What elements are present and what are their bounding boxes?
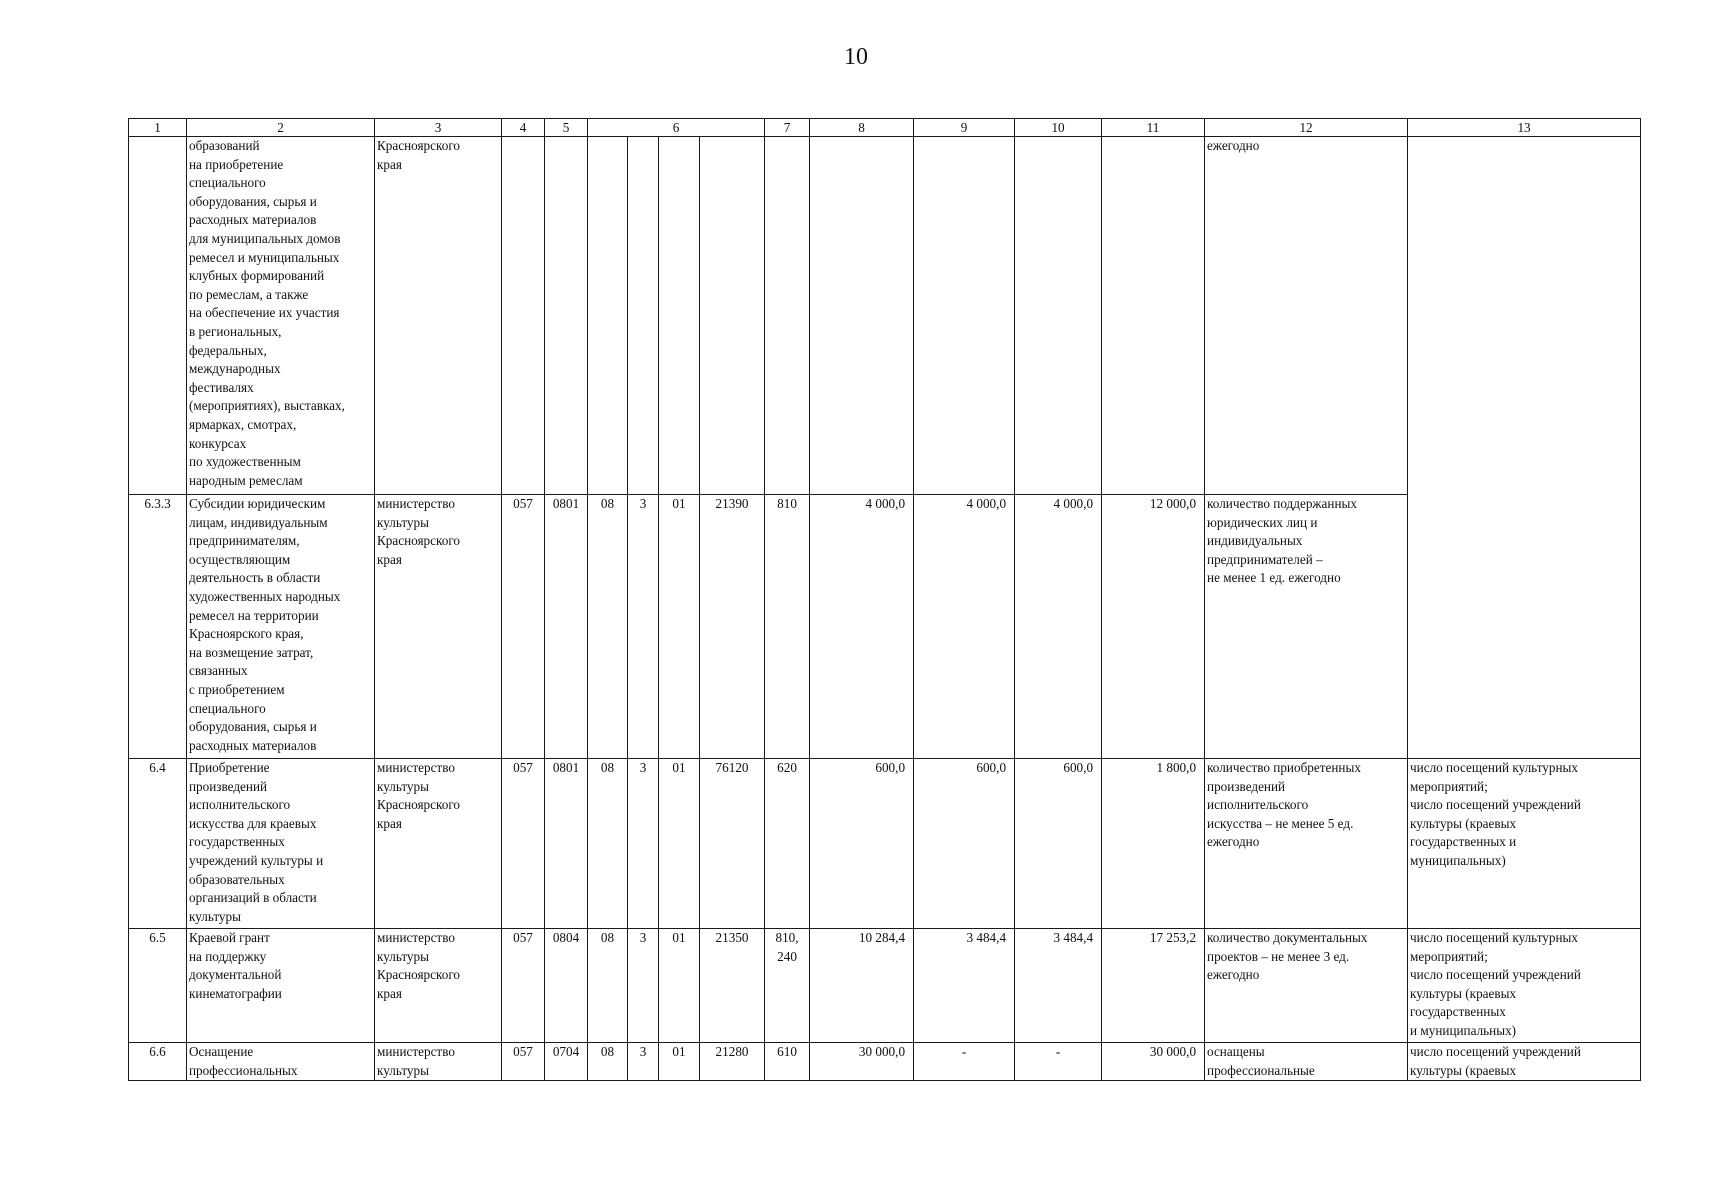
column-number: 13 xyxy=(1408,119,1641,137)
column-number: 11 xyxy=(1102,119,1205,137)
amount-year-1: 600,0 xyxy=(810,759,914,929)
page-number: 10 xyxy=(844,44,868,70)
expected-result: ежегодно xyxy=(1205,137,1408,495)
direction-code: 21280 xyxy=(700,1043,765,1081)
amount-year-1: 10 284,4 xyxy=(810,929,914,1043)
subprogram-code: 3 xyxy=(628,495,659,759)
administrator: министерство культуры Красноярского края xyxy=(375,495,502,759)
subprogram-code: 3 xyxy=(628,759,659,929)
amount-total: 17 253,2 xyxy=(1102,929,1205,1043)
direction-code: 21390 xyxy=(700,495,765,759)
column-number: 1 xyxy=(129,119,187,137)
row-number: 6.4 xyxy=(129,759,187,929)
amount-year-2: 4 000,0 xyxy=(914,495,1015,759)
direction-code: 21350 xyxy=(700,929,765,1043)
program-code: 08 xyxy=(588,929,628,1043)
amount-year-3 xyxy=(1015,137,1102,495)
administrator: министерство культуры Красноярского края xyxy=(375,929,502,1043)
amount-year-1 xyxy=(810,137,914,495)
section-code: 0704 xyxy=(545,1043,588,1081)
administrator: министерство культуры xyxy=(375,1043,502,1081)
subprogram-code xyxy=(628,137,659,495)
amount-year-1: 4 000,0 xyxy=(810,495,914,759)
expense-type-code xyxy=(765,137,810,495)
ministry-code: 057 xyxy=(502,929,545,1043)
row-number xyxy=(129,137,187,495)
expense-type-code: 610 xyxy=(765,1043,810,1081)
column-number: 4 xyxy=(502,119,545,137)
event-code: 01 xyxy=(659,929,700,1043)
expense-type-code: 810, 240 xyxy=(765,929,810,1043)
section-code xyxy=(545,137,588,495)
subprogram-code: 3 xyxy=(628,929,659,1043)
ministry-code xyxy=(502,137,545,495)
section-code: 0801 xyxy=(545,495,588,759)
row-number: 6.3.3 xyxy=(129,495,187,759)
column-number: 12 xyxy=(1205,119,1408,137)
column-number: 2 xyxy=(187,119,375,137)
ministry-code: 057 xyxy=(502,759,545,929)
table-row xyxy=(129,759,1641,929)
expected-result: количество документальных проектов – не менее 3 ед. ежегодно xyxy=(1205,929,1408,1043)
expected-result: количество поддержанных юридических лиц и индивидуальных предпринимателей – не менее 1 ед. ежегодно xyxy=(1205,495,1408,759)
program-activities-table xyxy=(128,118,1641,1081)
activity-name: Краевой грант на поддержку документальной кинематографии xyxy=(187,929,375,1043)
amount-year-3: 4 000,0 xyxy=(1015,495,1102,759)
program-code xyxy=(588,137,628,495)
event-code: 01 xyxy=(659,495,700,759)
activity-name: образований на приобретение специального оборудования, сырья и расходных материалов для муниципальных домов ремесел и муниципальных клубных формирований по ремеслам, а также на обеспечение их участия в региональных, федеральных, международных фестивалях (мероприятиях), выставках, ярмарках, смотрах, конкурсах по художественным народным ремеслам xyxy=(187,137,375,495)
column-number: 5 xyxy=(545,119,588,137)
section-code: 0804 xyxy=(545,929,588,1043)
expected-result: оснащены профессиональные xyxy=(1205,1043,1408,1081)
table-row xyxy=(129,137,1641,495)
target-indicator xyxy=(1408,137,1641,759)
column-number: 9 xyxy=(914,119,1015,137)
expense-type-code: 810 xyxy=(765,495,810,759)
target-indicator: число посещений культурных мероприятий; число посещений учреждений культуры (краевых государственных и муниципальных) xyxy=(1408,929,1641,1043)
amount-total xyxy=(1102,137,1205,495)
ministry-code: 057 xyxy=(502,1043,545,1081)
column-number: 3 xyxy=(375,119,502,137)
administrator: министерство культуры Красноярского края xyxy=(375,759,502,929)
amount-total: 12 000,0 xyxy=(1102,495,1205,759)
section-code: 0801 xyxy=(545,759,588,929)
expense-type-code: 620 xyxy=(765,759,810,929)
program-code: 08 xyxy=(588,495,628,759)
amount-year-2: 600,0 xyxy=(914,759,1015,929)
amount-year-3: 3 484,4 xyxy=(1015,929,1102,1043)
row-number: 6.6 xyxy=(129,1043,187,1081)
table-row xyxy=(129,1043,1641,1081)
ministry-code: 057 xyxy=(502,495,545,759)
event-code: 01 xyxy=(659,759,700,929)
column-number-row xyxy=(129,119,1641,137)
column-number: 7 xyxy=(765,119,810,137)
column-number: 6 xyxy=(588,119,765,137)
amount-year-2: 3 484,4 xyxy=(914,929,1015,1043)
subprogram-code: 3 xyxy=(628,1043,659,1081)
amount-year-2 xyxy=(914,137,1015,495)
table-row xyxy=(129,929,1641,1043)
target-indicator: число посещений учреждений культуры (краевых xyxy=(1408,1043,1641,1081)
activity-name: Приобретение произведений исполнительского искусства для краевых государственных учреждений культуры и образовательных организаций в области культуры xyxy=(187,759,375,929)
amount-year-3: - xyxy=(1015,1043,1102,1081)
expected-result: количество приобретенных произведений исполнительского искусства – не менее 5 ед. ежегодно xyxy=(1205,759,1408,929)
amount-total: 30 000,0 xyxy=(1102,1043,1205,1081)
column-number: 8 xyxy=(810,119,914,137)
amount-total: 1 800,0 xyxy=(1102,759,1205,929)
event-code xyxy=(659,137,700,495)
row-number: 6.5 xyxy=(129,929,187,1043)
amount-year-1: 30 000,0 xyxy=(810,1043,914,1081)
amount-year-2: - xyxy=(914,1043,1015,1081)
target-indicator: число посещений культурных мероприятий; число посещений учреждений культуры (краевых государственных и муниципальных) xyxy=(1408,759,1641,929)
administrator: Красноярского края xyxy=(375,137,502,495)
direction-code xyxy=(700,137,765,495)
amount-year-3: 600,0 xyxy=(1015,759,1102,929)
direction-code: 76120 xyxy=(700,759,765,929)
activity-name: Оснащение профессиональных xyxy=(187,1043,375,1081)
column-number: 10 xyxy=(1015,119,1102,137)
program-code: 08 xyxy=(588,1043,628,1081)
event-code: 01 xyxy=(659,1043,700,1081)
program-code: 08 xyxy=(588,759,628,929)
activity-name: Субсидии юридическим лицам, индивидуальным предпринимателям, осуществляющим деятельность в области художественных народных ремесел на территории Красноярского края, на возмещение затрат, связанных с приобретением специального оборудования, сырья и расходных материалов xyxy=(187,495,375,759)
